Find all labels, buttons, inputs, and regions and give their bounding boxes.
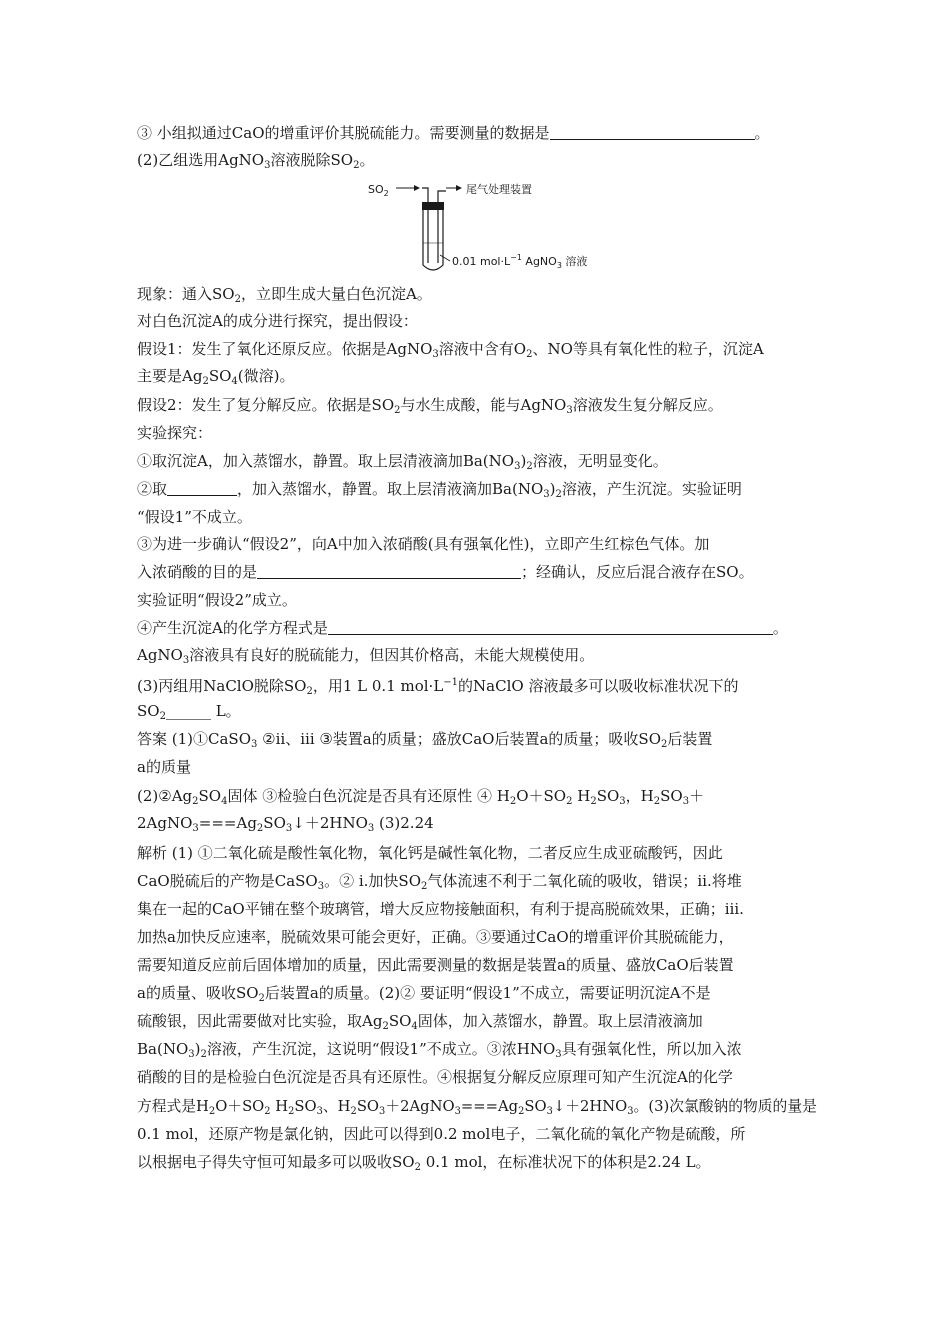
text-line: 实验证明“假设2”成立。 [137, 591, 297, 609]
text-line: ③ 小组拟通过CaO的增重评价其脱硫能力。需要测量的数据是 。 [137, 124, 770, 142]
analysis-line: 0.1 mol，还原产物是氯化钠，因此可以得到0.2 mol电子，二氧化硫的氧化产物是硫酸，所 [137, 1125, 746, 1143]
text-line: 现象：通入$SO_2$，立即生成大量白色沉淀A。 [137, 285, 432, 305]
analysis-line: $Ba(NO_3)_2$溶液，产生沉淀，这说明“假设1”不成立。③浓$HNO_3$具有强氧化性，所以加入浓 [137, 1040, 742, 1060]
text-line: 对白色沉淀A的成分进行探究，提出假设： [137, 312, 418, 330]
text-line: AgNO$_3$溶液具有良好的脱硫能力，但因其价格高，未能大规模使用。 [137, 646, 595, 666]
analysis-line: 硫酸银，因此需要做对比实验，取$Ag_2SO_4$固体，加入蒸馏水，静置。取上层清液滴加 [137, 1012, 703, 1032]
text-line: 实验探究： [137, 424, 213, 442]
text-line: ③为进一步确认“假设2”，向A中加入浓硝酸(具有强氧化性)，立即产生红棕色气体。加 [137, 535, 710, 553]
text-line: “假设1”不成立。 [137, 508, 252, 526]
answer-line: $(2)②Ag_2SO_4$固体 ③检验白色沉淀是否具有还原性 ④ $H_2O+SO_2$ $H_2SO_3$，$H_2SO_3+$ [137, 787, 705, 807]
text-line: $SO_2\_\_\_\_\_\_$ L。 [137, 702, 241, 722]
analysis-line: 需要知道反应前后固体增加的质量，因此需要测量的数据是装置a的质量、盛放CaO后装置 [137, 956, 734, 974]
text-line: 入浓硝酸的目的是 ；经确认，反应后混合液存在SO。 [137, 563, 754, 581]
analysis-line: a的质量、吸收$SO_2$后装置a的质量。(2)② 要证明“假设1”不成立，需要证明沉淀A不是 [137, 984, 711, 1004]
text-line: (3)丙组用NaClO脱除$SO_2$，用1 L 0.1 $mol\cdot L^{-1}$的NaClO 溶液最多可以吸收标准状况下的 [137, 677, 739, 697]
text-line: ①取沉淀A，加入蒸馏水，静置。取上层清液滴加$Ba(NO_3)_2$溶液，无明显变化。 [137, 452, 668, 472]
answer-blank [167, 480, 237, 496]
answer-line: a的质量 [137, 758, 191, 776]
text-line: ②取 ，加入蒸馏水，静置。取上层清液滴加$Ba(NO_3)_2$溶液，产生沉淀。实验证明 [137, 480, 742, 500]
text-line: (2)乙组选用AgNO$_3$溶液脱除$SO_2$。 [137, 151, 375, 171]
text-line: 假设2：发生了复分解反应。依据是$SO_2$与水生成酸，能与AgNO$_3$溶液发生复分解反应。 [137, 396, 723, 416]
svg-text:0.01 mol·L−1 AgNO3 溶液: 0.01 $mol\cdot L^{-1}$ AgNO$_3$ 溶液 [452, 253, 588, 270]
answer-blank [550, 124, 755, 140]
analysis-line: 集在一起的CaO平铺在整个玻璃管，增大反应物接触面积，有利于提高脱硫效果，正确；ⅲ. [137, 900, 744, 918]
answer-blank [328, 619, 773, 635]
answer-line: 答案 (1)①CaSO$_3$ ②ⅱ、ⅲ ③装置a的质量；盛放CaO后装置a的质量；吸收$SO_2$后装置 [137, 730, 713, 750]
apparatus-diagram [360, 177, 600, 277]
analysis-line: 方程式是$H_2O+SO_2$ $H_2SO_3$、$H_2SO_3+2AgNO_3===Ag_2SO_3↓+2HNO_3$。(3)次氯酸钠的物质的量是 [137, 1097, 817, 1117]
svg-text:SO2: $SO_2$ [368, 183, 389, 198]
analysis-line: CaO脱硫后的产物是CaSO$_3$。② ⅰ.加快$SO_2$气体流速不利于二氧化硫的吸收，错误；ⅱ.将堆 [137, 872, 742, 892]
analysis-line: 以根据电子得失守恒可知最多可以吸收$SO_2$ 0.1 mol，在标准状况下的体积是2.24 L。 [137, 1153, 711, 1173]
text-line: 主要是$Ag_2SO_4$(微溶)。 [137, 367, 295, 387]
answer-blank [257, 563, 521, 579]
analysis-line: 硝酸的目的是检验白色沉淀是否具有还原性。④根据复分解反应原理可知产生沉淀A的化学 [137, 1068, 733, 1086]
text-line: 假设1：发生了氧化还原反应。依据是AgNO$_3$溶液中含有$O_2$、NO等具有氧化性的粒子，沉淀A [137, 340, 764, 360]
answer-line: $2AgNO_3===Ag_2SO_3↓+2HNO_3$ (3)2.24 [137, 814, 434, 834]
analysis-line: 解析 (1) ①二氧化硫是酸性氧化物，氧化钙是碱性氧化物，二者反应生成亚硫酸钙，因此 [137, 844, 723, 862]
text-line: ④产生沉淀A的化学方程式是 。 [137, 619, 788, 637]
analysis-line: 加热a加快反应速率，脱硫效果可能会更好，正确。③要通过CaO的增重评价其脱硫能力， [137, 928, 734, 946]
svg-text:尾气处理装置: 尾气处理装置 [466, 183, 532, 196]
